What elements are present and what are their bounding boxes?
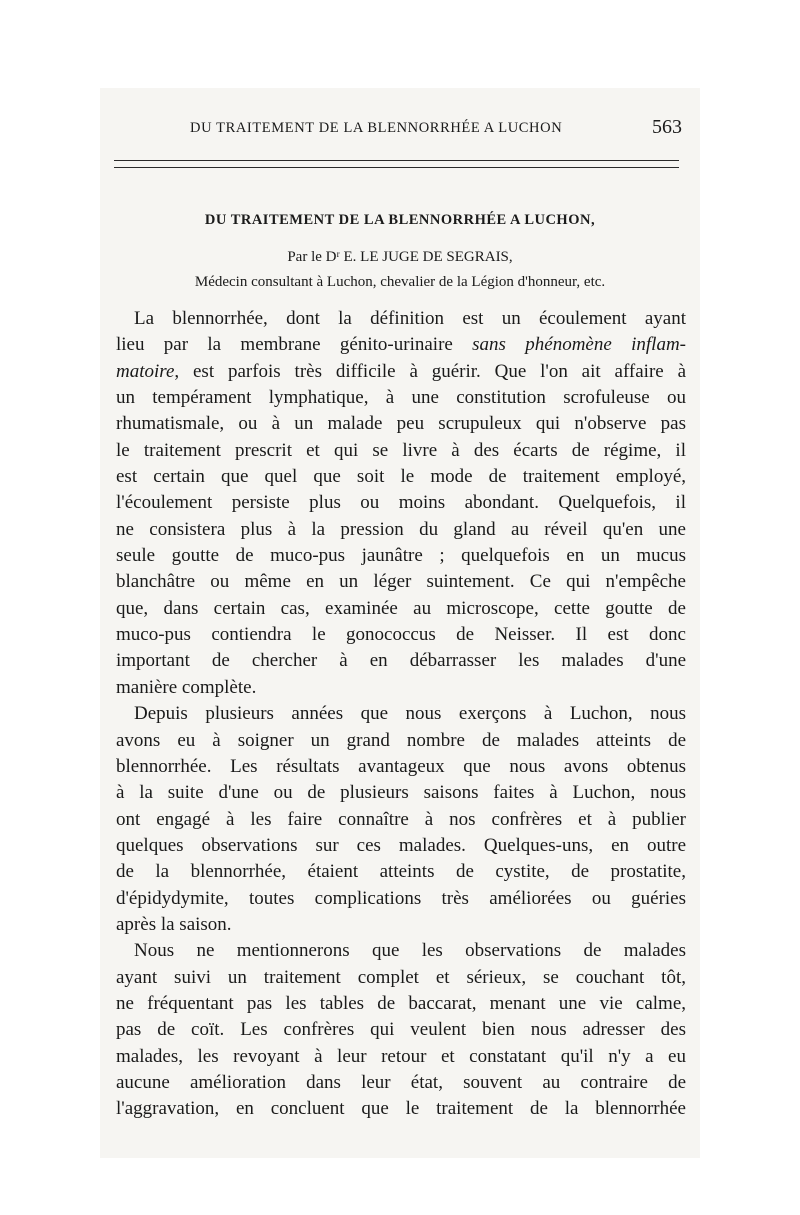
body-line: quelques observations sur ces malades. Quelques-uns, en outre xyxy=(116,834,686,856)
italic-phrase: matoire xyxy=(116,360,175,382)
body-line: muco-pus contiendra le gonococcus de Neisser. Il est donc xyxy=(116,624,686,646)
body-line: important de chercher à en débarrasser les malades d'une xyxy=(116,650,686,672)
author-affiliation: Médecin consultant à Luchon, chevalier de la Légion d'honneur, etc. xyxy=(194,274,606,290)
header-rule-top xyxy=(114,160,679,161)
body-line: que, dans certain cas, examinée au microscope, cette goutte de xyxy=(116,597,686,619)
body-line xyxy=(116,359,686,385)
body-line xyxy=(116,332,686,358)
body-line: l'écoulement persiste plus ou moins abondant. Quelquefois, il xyxy=(116,492,686,514)
body-line-text: lieu par la membrane génito-urinaire xyxy=(116,334,473,356)
body-line: ne fréquentant pas les tables de baccarat, menant une vie calme, xyxy=(116,992,686,1014)
body-line: ayant suivi un traitement complet et sérieux, se couchant tôt, xyxy=(116,966,686,988)
body-line: malades, les revoyant à leur retour et constatant qu'il n'y a eu xyxy=(116,1045,686,1067)
body-line: ont engagé à les faire connaître à nos confrères et à publier xyxy=(116,808,686,830)
body-line: après la saison. xyxy=(116,913,232,935)
body-line: seule goutte de muco-pus jaunâtre ; quelquefois en un mucus xyxy=(116,545,686,567)
body-line: pas de coït. Les confrères qui veulent bien nous adresser des xyxy=(116,1019,686,1041)
body-line: Nous ne mentionnerons que les observations de malades xyxy=(134,940,686,962)
book-page xyxy=(100,88,700,1158)
page-number: 563 xyxy=(652,116,682,138)
body-line: de la blennorrhée, étaient atteints de cystite, de prostatite, xyxy=(116,861,686,883)
body-line: Depuis plusieurs années que nous exerçons à Luchon, nous xyxy=(134,703,686,725)
body-line: La blennorrhée, dont la définition est un écoulement ayant xyxy=(134,308,686,329)
body-line: rhumatismale, ou à un malade peu scrupuleux qui n'observe pas xyxy=(116,413,686,435)
body-line: aucune amélioration dans leur état, souvent au contraire de xyxy=(116,1071,686,1093)
body-line: blanchâtre ou même en un léger suintement. Ce qui n'empêche xyxy=(116,571,686,593)
body-line: à la suite d'une ou de plusieurs saisons faites à Luchon, nous xyxy=(116,782,686,804)
body-line: un tempérament lymphatique, à une constitution scrofuleuse ou xyxy=(116,387,686,409)
body-line: manière complète. xyxy=(116,676,257,698)
body-line: ne consistera plus à la pression du gland au réveil qu'en une xyxy=(116,518,686,540)
author-byline: Par le Dʳ E. LE JUGE DE SEGRAIS, xyxy=(287,249,513,265)
article-title: DU TRAITEMENT DE LA BLENNORRHÉE A LUCHON, xyxy=(204,212,596,228)
body-line: est certain que quel que soit le mode de traitement employé, xyxy=(116,466,686,488)
header-rule-bottom xyxy=(114,167,679,168)
body-line: avons eu à soigner un grand nombre de malades atteints de xyxy=(116,729,686,751)
running-title: DU TRAITEMENT DE LA BLENNORRHÉE A LUCHON xyxy=(190,120,563,136)
body-line-text: , est parfois très difficile à guérir. Que l'on ait affaire à xyxy=(174,360,686,382)
body-line: l'aggravation, en concluent que le traitement de la blennorrhée xyxy=(116,1098,686,1120)
article-body xyxy=(116,306,686,1123)
body-line: d'épidydymite, toutes complications très améliorées ou guéries xyxy=(116,887,686,909)
italic-phrase: sans phénomène inflam- xyxy=(472,334,686,356)
body-line: blennorrhée. Les résultats avantageux que nous avons obtenus xyxy=(116,755,686,777)
body-line: le traitement prescrit et qui se livre à des écarts de régime, il xyxy=(116,439,686,461)
running-header xyxy=(100,118,700,142)
